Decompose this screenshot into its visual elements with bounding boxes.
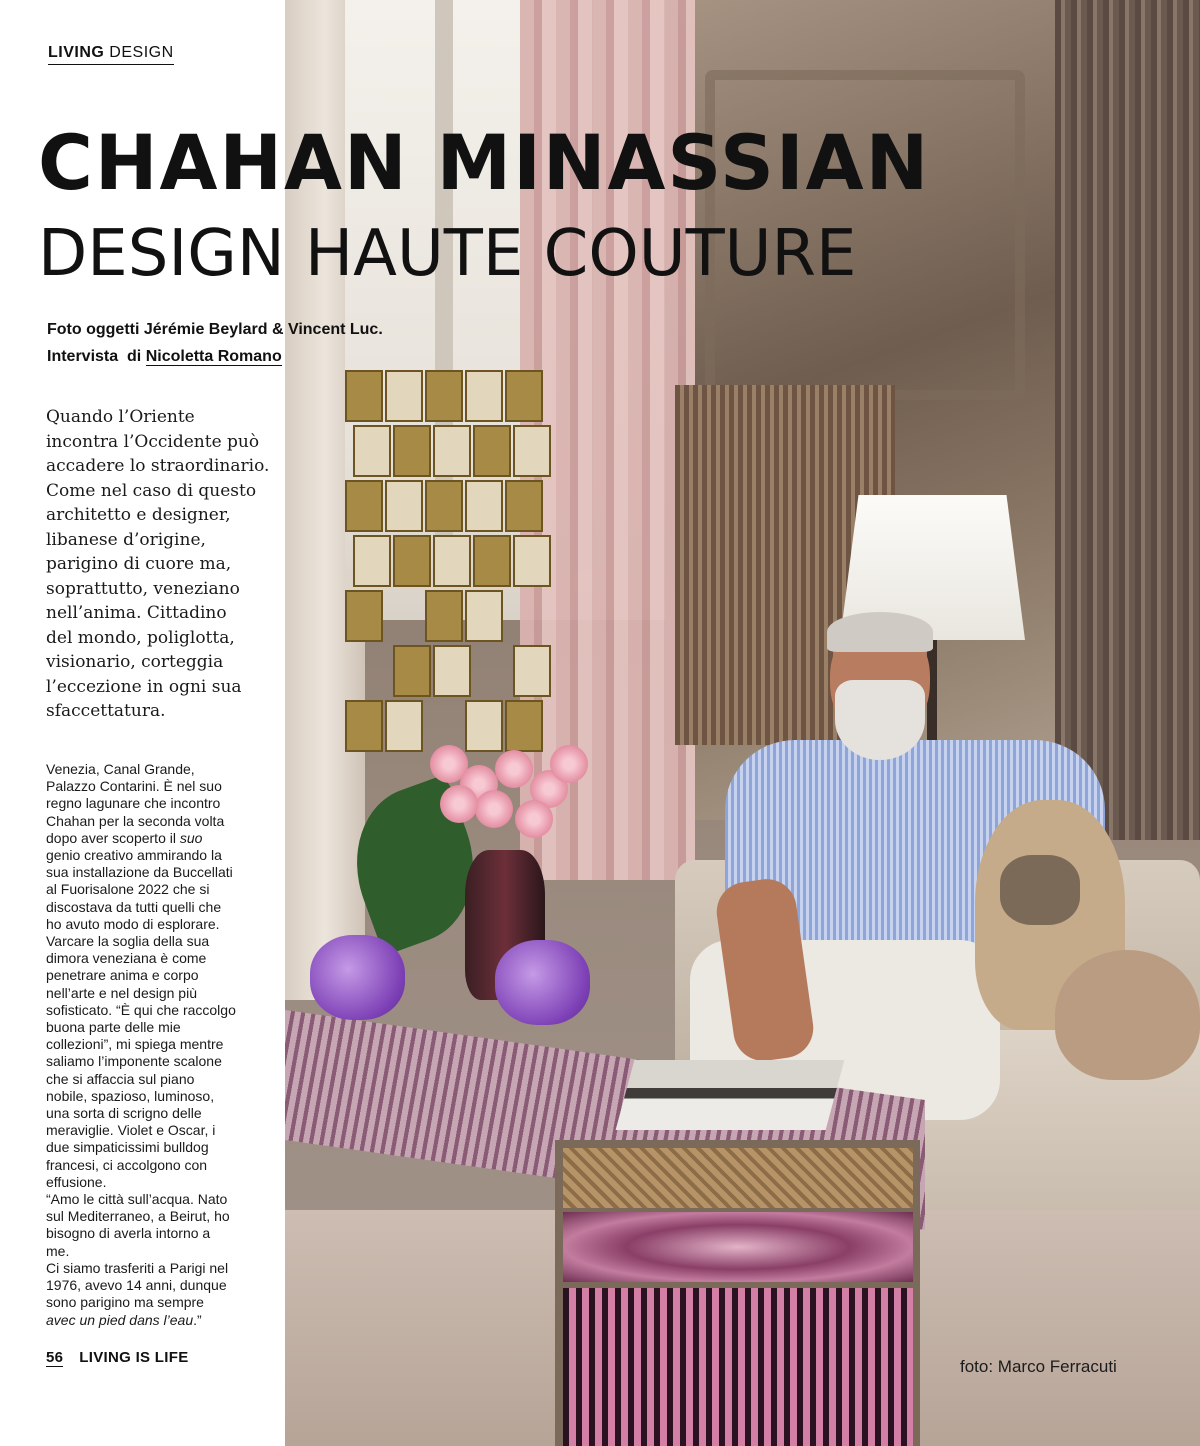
- text: Venezia, Canal Grande,: [46, 761, 195, 777]
- body-line: [46, 847, 280, 864]
- body-line: [46, 778, 280, 795]
- body-line: [46, 830, 280, 847]
- body-text: [46, 761, 280, 1329]
- rose: [475, 790, 513, 828]
- body-line: [46, 1122, 280, 1139]
- sculpture-tile: [465, 590, 503, 642]
- sculpture-tile: [433, 535, 471, 587]
- intro-line: accadere lo straordinario.: [46, 456, 270, 476]
- body-line: [46, 1225, 280, 1242]
- text: effusione.: [46, 1173, 107, 1190]
- text: genio creativo ammirando la: [46, 847, 222, 864]
- sculpture-tile: [433, 645, 471, 697]
- sculpture-tile: [473, 425, 511, 477]
- body-line: [46, 761, 280, 778]
- sculpture-tile: [513, 645, 551, 697]
- italic-text: avec un pied dans l’eau: [46, 1311, 194, 1328]
- text: discostava da tutti quelli che: [46, 898, 222, 915]
- intro-line: nell’anima. Cittadino: [46, 603, 227, 623]
- photo-credits-line: Foto oggetti Jérémie Beylard & Vincent Luc.: [47, 321, 383, 338]
- sculpture-tile: [393, 535, 431, 587]
- rose: [440, 785, 478, 823]
- sculpture-tile: [513, 535, 551, 587]
- amethyst-lamp: [495, 940, 590, 1025]
- intro-line: parigino di cuore ma,: [46, 554, 232, 574]
- intro-line: libanese d’origine,: [46, 529, 206, 550]
- text: Palazzo Contarini. È nel suo: [46, 778, 222, 795]
- man-beard: [835, 680, 925, 760]
- brass-sculpture: [345, 370, 555, 810]
- sculpture-tile: [505, 700, 543, 752]
- sculpture-tile: [465, 480, 503, 532]
- text: francesi, ci accolgono con: [46, 1156, 208, 1173]
- body-line: [46, 1191, 280, 1208]
- body-line: [46, 795, 280, 812]
- body-line: [46, 881, 280, 898]
- body-line: [46, 1139, 280, 1156]
- text: due simpaticissimi bulldog: [46, 1139, 209, 1156]
- body-line: [46, 967, 280, 984]
- section-tag: [48, 44, 174, 65]
- intro-line: del mondo, poliglotta,: [46, 627, 235, 648]
- text: dimora veneziana è come: [46, 950, 207, 967]
- intro-line: architetto e designer,: [46, 505, 231, 525]
- sculpture-tile: [473, 535, 511, 587]
- body-line: [46, 1260, 280, 1277]
- intro-line: Quando l’Oriente: [46, 407, 195, 427]
- sculpture-tile: [385, 700, 423, 752]
- text: me.: [46, 1242, 70, 1259]
- table-panel-marbled: [563, 1212, 913, 1282]
- text: 1976, avevo 14 anni, dunque: [46, 1277, 227, 1294]
- body-line: [46, 985, 280, 1002]
- interview-credits-line: [47, 343, 383, 370]
- intro-paragraph: [46, 405, 281, 724]
- interview-prefix: Intervista di: [47, 348, 146, 365]
- bulldog-face: [1000, 855, 1080, 925]
- sculpture-tile: [345, 370, 383, 422]
- sculpture-tile: [345, 480, 383, 532]
- body-line: [46, 1053, 280, 1070]
- text: Varcare la soglia della sua: [46, 933, 210, 950]
- author-name: Nicoletta Romano: [145, 348, 282, 365]
- text: regno lagunare che incontro: [46, 795, 221, 812]
- sculpture-tile: [425, 480, 463, 532]
- body-line: [46, 950, 280, 967]
- sculpture-tile: [353, 425, 391, 477]
- body-line: [46, 1157, 280, 1174]
- text: nobile, spazioso, luminoso,: [46, 1087, 215, 1104]
- italic-text: suo: [179, 829, 203, 846]
- text: meraviglie. Violet e Oscar, i: [46, 1122, 216, 1139]
- text: Ci siamo trasferiti a Parigi nel: [46, 1259, 229, 1276]
- text: Chahan per la seconda volta: [46, 812, 225, 829]
- body-line: [46, 916, 280, 933]
- body-line: [46, 1277, 280, 1294]
- body-line: [46, 1088, 280, 1105]
- body-line: [46, 1071, 280, 1088]
- intro-line: l’eccezione in ogni sua: [46, 676, 242, 697]
- text: saliamo l’imponente scalone: [46, 1053, 222, 1070]
- sculpture-tile: [425, 590, 463, 642]
- sculpture-tile: [505, 370, 543, 422]
- sculpture-tile: [353, 535, 391, 587]
- text: “Amo le città sull’acqua. Nato: [46, 1191, 228, 1208]
- intro-line: soprattutto, veneziano: [46, 578, 240, 599]
- man-hair: [827, 612, 933, 652]
- sculpture-tile: [465, 700, 503, 752]
- section-tag-rest: DESIGN: [109, 44, 174, 61]
- bulldog-oscar: [1055, 950, 1200, 1080]
- sculpture-tile: [385, 480, 423, 532]
- text: sul Mediterraneo, a Beirut, ho: [46, 1208, 230, 1225]
- page-number: 56: [46, 1349, 64, 1366]
- section-tag-bold: LIVING: [48, 44, 105, 61]
- intro-line: sfaccettatura.: [46, 701, 166, 721]
- page-footer: [46, 1349, 189, 1366]
- table-panel-woven: [563, 1148, 913, 1208]
- headline-subtitle: DESIGN HAUTE COUTURE: [38, 217, 857, 291]
- body-line: [46, 1174, 280, 1191]
- body-line: [46, 1208, 280, 1225]
- text: dopo aver scoperto il: [46, 829, 180, 846]
- sculpture-tile: [385, 370, 423, 422]
- body-line: [46, 1036, 280, 1053]
- intro-line: Come nel caso di questo: [46, 480, 257, 501]
- text: al Fuorisalone 2022 che si: [46, 881, 210, 898]
- article-credits: [47, 316, 383, 370]
- table-panel-striped: [563, 1288, 913, 1446]
- books: [616, 1060, 845, 1130]
- sculpture-tile: [513, 425, 551, 477]
- text: sua installazione da Buccellati: [46, 864, 233, 881]
- text: penetrare anima e corpo: [46, 967, 199, 984]
- text: ho avuto modo di esplorare.: [46, 915, 220, 932]
- text: una sorta di scrigno delle: [46, 1105, 202, 1122]
- text: sono parigino ma sempre: [46, 1294, 204, 1311]
- text: che si affaccia sul piano: [46, 1070, 195, 1087]
- rose: [495, 750, 533, 788]
- body-line: [46, 1002, 280, 1019]
- body-line: [46, 899, 280, 916]
- sculpture-tile: [505, 480, 543, 532]
- sculpture-tile: [345, 590, 383, 642]
- intro-line: incontra l’Occidente può: [46, 431, 260, 452]
- body-line: [46, 1243, 280, 1260]
- sculpture-tile: [465, 370, 503, 422]
- amethyst-lamp: [310, 935, 405, 1020]
- text: nell’arte e nel design più: [46, 984, 197, 1001]
- text: buona parte delle mie: [46, 1019, 181, 1036]
- body-line: [46, 1294, 280, 1311]
- body-line: [46, 1019, 280, 1036]
- rose: [550, 745, 588, 783]
- photo-credit: foto: Marco Ferracuti: [960, 1357, 1117, 1376]
- body-line: [46, 1105, 280, 1122]
- magazine-name: LIVING IS LIFE: [79, 1349, 189, 1366]
- sculpture-tile: [433, 425, 471, 477]
- text: .”: [193, 1311, 202, 1328]
- sculpture-tile: [393, 425, 431, 477]
- body-line: [46, 864, 280, 881]
- body-line: [46, 1312, 280, 1329]
- text: sofisticato. “È qui che raccolgo: [46, 1001, 236, 1018]
- sculpture-tile: [425, 370, 463, 422]
- body-line: [46, 933, 280, 950]
- headline-title: CHAHAN MINASSIAN: [38, 118, 931, 207]
- sculpture-tile: [345, 700, 383, 752]
- wall-panel: [1055, 0, 1200, 840]
- body-line: [46, 813, 280, 830]
- rose: [515, 800, 553, 838]
- text: collezioni”, mi spiega mentre: [46, 1036, 224, 1053]
- sculpture-tile: [393, 645, 431, 697]
- intro-line: visionario, corteggia: [46, 652, 224, 672]
- text: bisogno di averla intorno a: [46, 1225, 211, 1242]
